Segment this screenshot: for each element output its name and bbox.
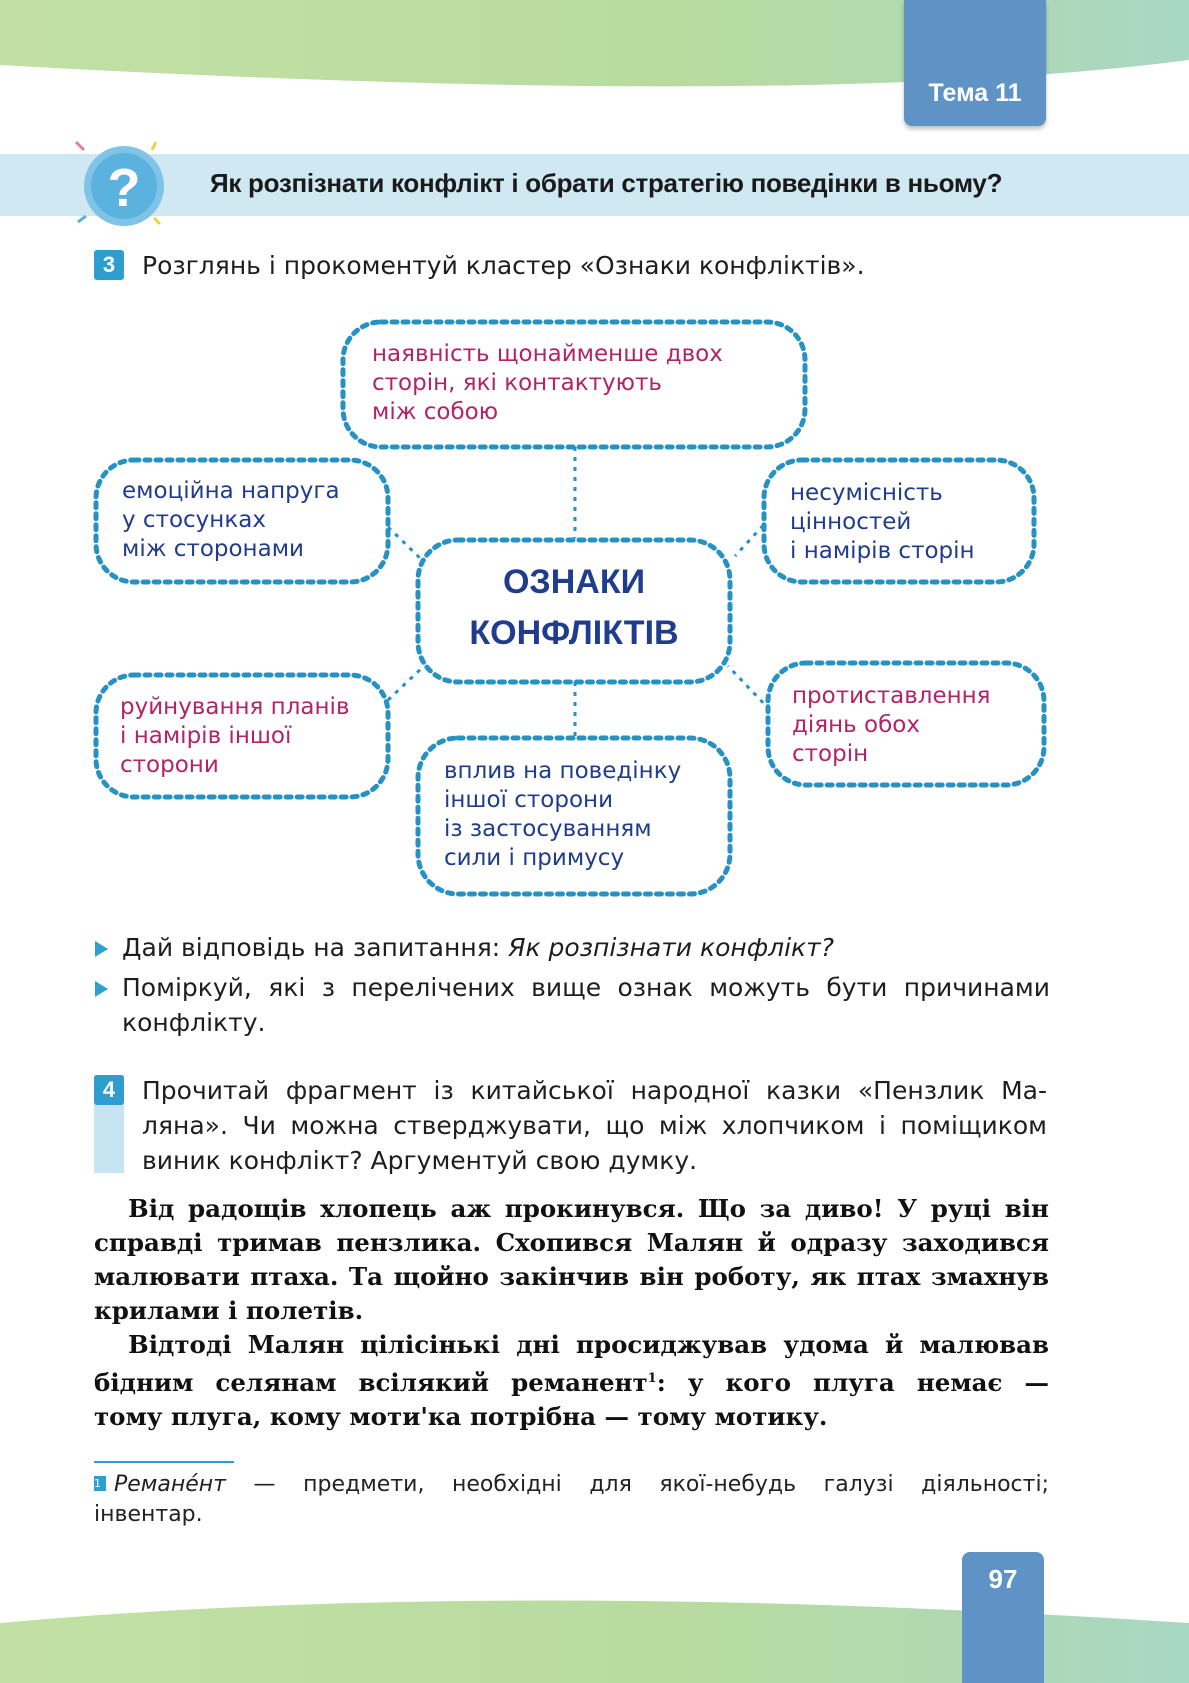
task-4-line-3: виник конфлікт? Аргументуй свою думку. xyxy=(142,1146,698,1175)
footnote-mark: 1 xyxy=(94,1476,106,1491)
task-number-4: 4 xyxy=(94,1075,124,1105)
cluster-diagram xyxy=(0,300,1189,910)
page-number-tab xyxy=(962,1552,1044,1683)
footnote-divider xyxy=(94,1461,234,1463)
question-mark-icon xyxy=(72,138,172,230)
story-footnote-mark: 1 xyxy=(647,1371,657,1386)
bullet-item-2 xyxy=(95,970,1050,1040)
bottom-line-3: із застосуванням xyxy=(444,816,652,842)
bullet-1-question: Як розпізнати конфлікт? xyxy=(508,933,834,962)
left-top-line-3: між сторонами xyxy=(122,536,304,562)
bottom-line-1: вплив на поведінку xyxy=(444,758,682,784)
left-top-line-1: емоційна напруга xyxy=(122,478,340,504)
theme-tab xyxy=(904,0,1046,126)
story-p2-line-2 xyxy=(94,1362,1049,1400)
task-4-text xyxy=(142,1073,1047,1178)
center-line-1: ОЗНАКИ xyxy=(502,563,646,601)
story-p1-line-2: справді тримав пензлика. Схопився Малян й одразу заходився xyxy=(94,1228,1049,1257)
connector-left-bottom xyxy=(388,666,424,700)
bullet-item-1 xyxy=(95,930,834,965)
bullet-1-prefix: Дай відповідь на запитання: xyxy=(122,933,509,962)
footnote-line-2: інвентар. xyxy=(94,1502,203,1527)
task-4-line-2: ляна». Чи можна стверджувати, що між хлопчиком і поміщиком xyxy=(142,1111,1047,1140)
top-line-3: між собою xyxy=(372,399,499,425)
story-p2-line-1: Відтоді Малян цілісінькі дні просиджував удома й малював xyxy=(128,1330,1049,1359)
bullet-arrow-icon xyxy=(95,981,108,997)
story-p1-line-1: Від радощів хлопець аж прокинувся. Що за диво! У руці він xyxy=(128,1194,1049,1223)
top-line-1: наявність щонайменше двох xyxy=(372,341,723,367)
footnote xyxy=(94,1470,1049,1530)
bullet-arrow-icon xyxy=(95,941,108,957)
story-p2-line-2b: : у кого плуга немає — xyxy=(656,1368,1049,1398)
right-bottom-line-1: протиставлення xyxy=(792,683,991,709)
story-p2-line-2a: бідним селянам всілякий реманент xyxy=(94,1368,648,1398)
bullet-2-line-1: Поміркуй, які з перелічених вище ознак можуть бути причинами xyxy=(122,973,1050,1002)
bottom-line-4: сили і примусу xyxy=(444,845,625,871)
connector-right-bottom xyxy=(728,666,770,710)
right-top-line-2: цінностей xyxy=(790,509,912,535)
connector-left-top xyxy=(388,527,422,560)
task-4-line-1: Прочитай фрагмент із китайської народної казки «Пензлик Ма- xyxy=(142,1076,1047,1105)
bottom-line-2: іншої сторони xyxy=(444,787,614,813)
footnote-term: Реманéнт xyxy=(114,1472,226,1497)
story-p2-line-3: тому плуга, кому моти'ка потрібна — тому мотику. xyxy=(94,1402,828,1432)
right-top-line-3: і намірів сторін xyxy=(790,538,975,564)
story-p1-line-4: крилами і полетів. xyxy=(94,1296,364,1325)
left-bottom-line-3: сторони xyxy=(120,752,219,778)
left-bottom-line-1: руйнування планів xyxy=(120,694,350,720)
left-bottom-line-2: і намірів іншої xyxy=(120,723,292,749)
svg-text:?: ? xyxy=(107,158,141,218)
story-p1-line-3: малювати птаха. Та щойно закінчив він роботу, як птах змахнув xyxy=(94,1262,1049,1291)
theme-label: Тема 11 xyxy=(928,79,1022,107)
right-top-line-1: несумісність xyxy=(790,480,943,506)
right-bottom-line-2: діянь обох xyxy=(792,712,920,738)
footnote-line-1 xyxy=(94,1470,1049,1500)
node-center xyxy=(418,540,730,682)
top-line-2: сторін, які контактують xyxy=(372,370,662,396)
footnote-definition: — предмети, необхідні для якої-небудь галузі діяльності; xyxy=(226,1472,1049,1497)
question-title: Як розпізнати конфлікт і обрати стратегію поведінки в ньому? xyxy=(210,168,1003,198)
page-number: 97 xyxy=(988,1564,1018,1594)
task-3-text: Розглянь і прокоментуй кластер «Ознаки конфліктів». xyxy=(142,251,865,280)
task-number-3: 3 xyxy=(94,250,124,280)
left-top-line-2: у стосунках xyxy=(122,507,266,533)
center-line-2: КОНФЛІКТІВ xyxy=(469,614,679,652)
right-bottom-line-3: сторін xyxy=(792,741,869,767)
story-excerpt xyxy=(94,1192,1049,1434)
bullet-2-line-2: конфлікту. xyxy=(122,1008,266,1037)
